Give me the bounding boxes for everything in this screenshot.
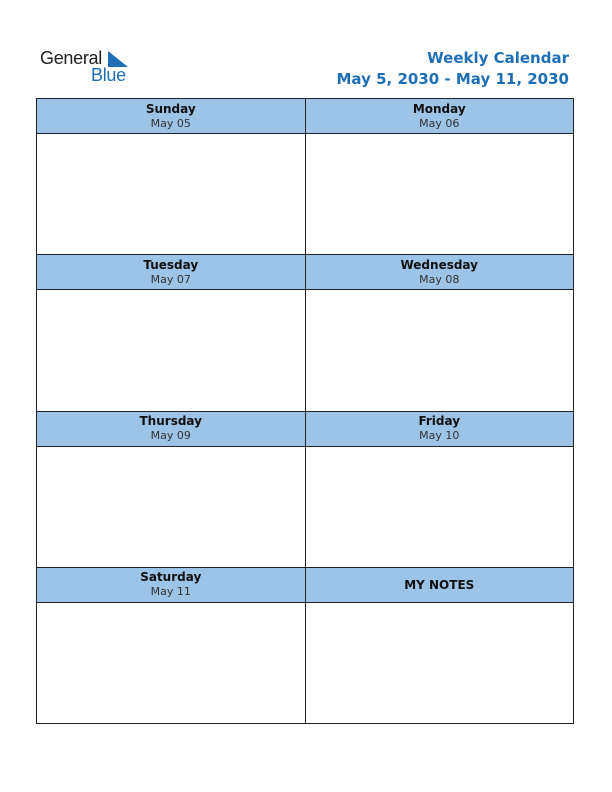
notes-cell	[306, 568, 575, 724]
day-notes-area[interactable]	[306, 134, 574, 254]
day-date: May 07	[150, 272, 191, 286]
day-cell-saturday	[37, 568, 306, 724]
day-header	[306, 412, 574, 447]
page-title: Weekly Calendar	[427, 49, 569, 67]
date-range: May 5, 2030 - May 11, 2030	[336, 70, 569, 88]
header	[337, 48, 570, 90]
day-name: Thursday	[139, 414, 202, 428]
brand-name-general: General	[40, 48, 102, 68]
day-date: May 06	[419, 116, 460, 130]
notes-label: MY NOTES	[404, 577, 475, 592]
brand-logo	[40, 48, 140, 86]
day-date: May 05	[150, 116, 191, 130]
day-header	[37, 568, 305, 603]
day-cell-tuesday	[37, 255, 306, 411]
day-header	[37, 412, 305, 447]
day-cell-monday	[306, 99, 575, 255]
day-cell-thursday	[37, 412, 306, 568]
day-date: May 11	[150, 585, 191, 599]
day-notes-area[interactable]	[37, 290, 305, 410]
day-notes-area[interactable]	[37, 603, 305, 723]
day-header	[306, 99, 574, 134]
day-name: Wednesday	[400, 257, 478, 272]
day-notes-area[interactable]	[37, 447, 305, 567]
day-date: May 08	[419, 272, 460, 286]
day-name: Tuesday	[143, 257, 199, 272]
notes-header	[306, 568, 574, 603]
day-name: Saturday	[140, 570, 202, 585]
day-notes-area[interactable]	[306, 447, 574, 567]
day-name: Friday	[418, 414, 461, 428]
day-name: Monday	[412, 101, 466, 116]
day-date: May 09	[150, 429, 191, 442]
notes-area[interactable]	[306, 603, 574, 723]
day-header	[37, 255, 305, 290]
day-header	[306, 255, 574, 290]
day-notes-area[interactable]	[306, 290, 574, 410]
day-cell-friday	[306, 412, 575, 568]
brand-name-blue: Blue	[91, 65, 126, 85]
week-grid	[36, 98, 574, 724]
day-cell-sunday	[37, 99, 306, 255]
day-date: May 10	[419, 429, 460, 442]
day-header	[37, 99, 305, 134]
day-name: Sunday	[145, 101, 196, 116]
day-notes-area[interactable]	[37, 134, 305, 254]
day-cell-wednesday	[306, 255, 575, 411]
